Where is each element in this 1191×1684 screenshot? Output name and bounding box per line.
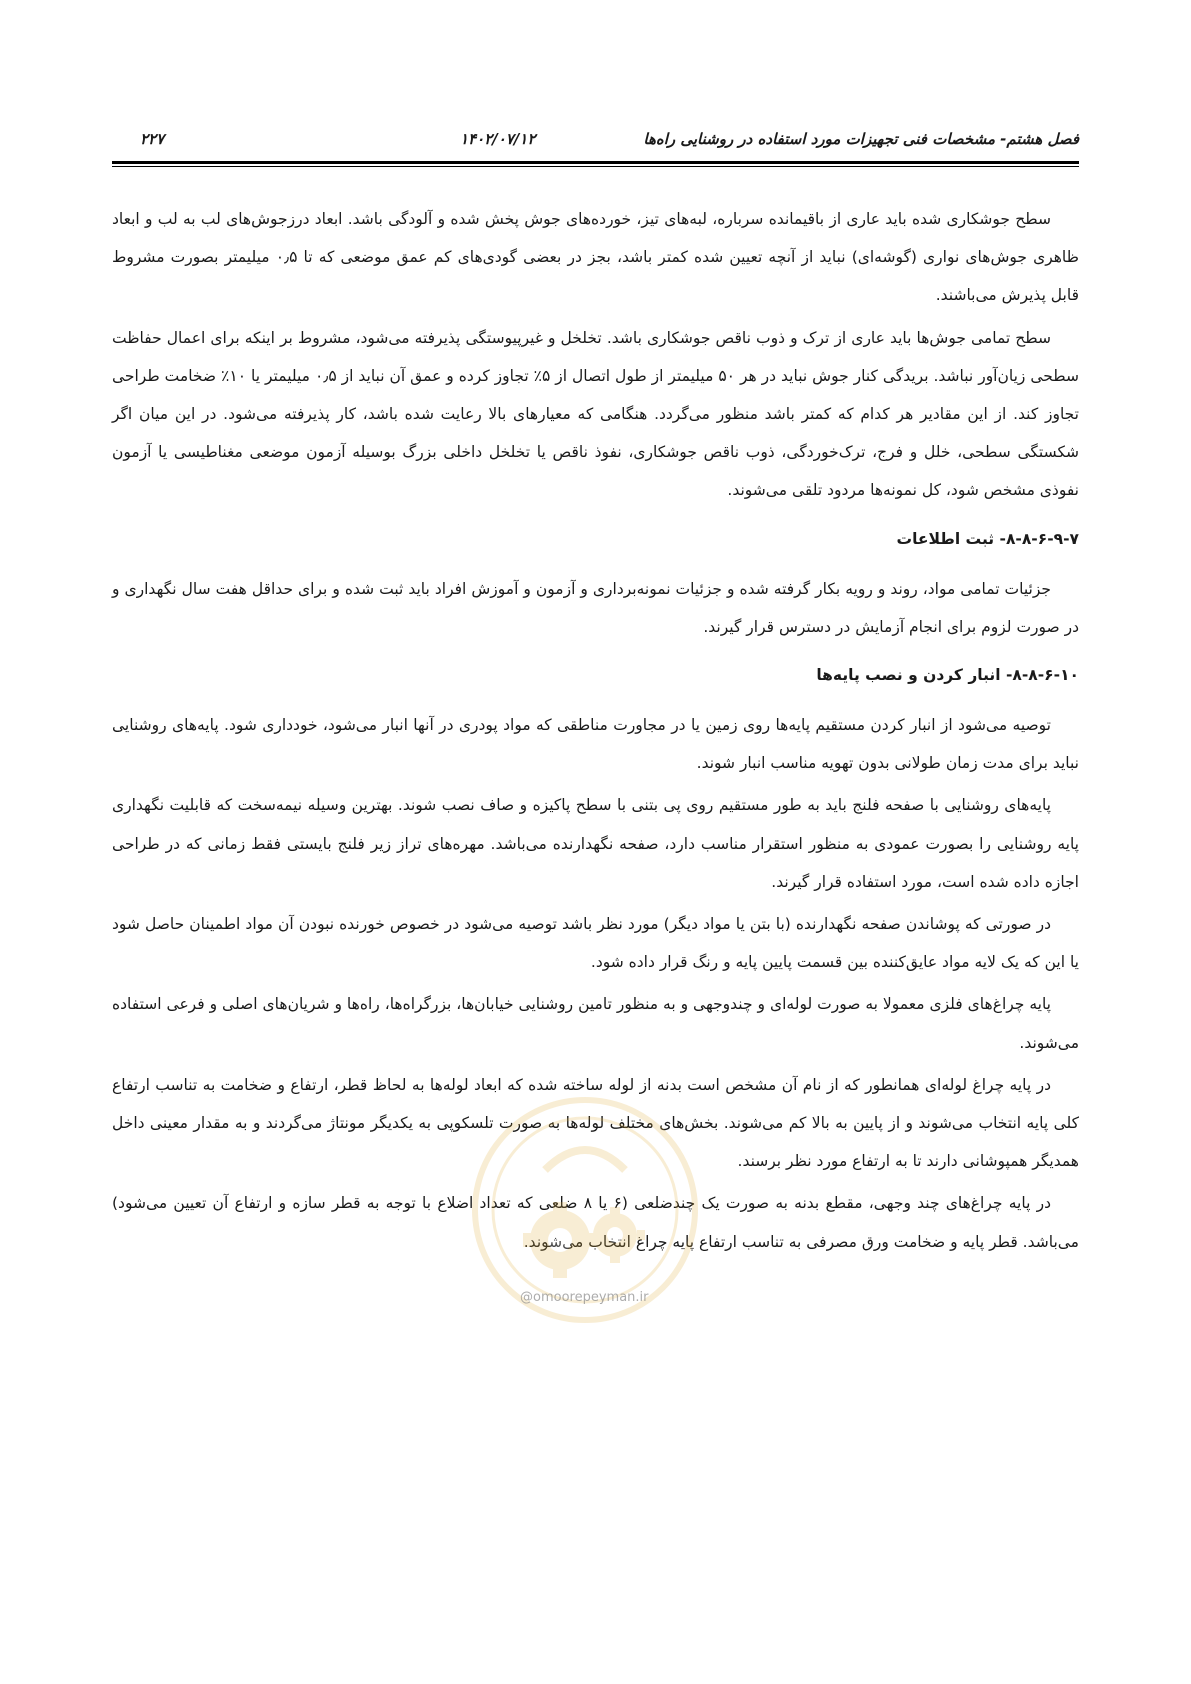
page-number: ۲۲۷: [140, 130, 165, 148]
body-text: [112, 200, 1079, 1265]
section-heading: ۸-۸-۶-۹-۷- ثبت اطلاعات: [896, 529, 1079, 548]
chapter-title: فصل هشتم- مشخصات فنی تجهیزات مورد استفاده در روشنایی راه‌ها: [643, 130, 1079, 148]
paragraph: جزئیات تمامی مواد، روند و رویه بکار گرفته شده و جزئیات نمونه‌برداری و آزمون و آموزش افراد باید ثبت شده و برای حداقل هفت سال نگهداری و در صورت لزوم برای انجام آزمایش در دسترس قرار گیرند.: [112, 579, 1079, 636]
header-rule-thin: [112, 166, 1079, 167]
paragraph: سطح جوشکاری شده باید عاری از باقیمانده سرباره، لبه‌های تیز، خورده‌های جوش پخش شده و آلودگی باشد. ابعاد درزجوش‌های لب به لب و ابعاد ظاهری جوش‌های نواری (گوشه‌ای) نباید از آنچه تعیین شده کمتر باشد، بجز در بعضی گودی‌های کم عمق موضعی که تا ۰٫۵ میلیمتر بصورت مشروط قابل پذیرش می‌باشند.: [112, 210, 1079, 305]
paragraph: سطح تمامی جوش‌ها باید عاری از ترک و ذوب ناقص جوشکاری باشد. تخلخل و غیرپیوستگی پذیرفته می‌شود، مشروط بر اینکه برای اعمال حفاظت سطحی زیان‌آور نباشد. بریدگی کنار جوش نباید در هر ۵۰ میلیمتر از طول اتصال از ۵٪ تجاوز کرده و عمق آن نباید از ۰٫۵ میلیمتر یا ۱۰٪ ضخامت طراحی تجاوز کند. از این مقادیر هر کدام که کمتر باشد منظور می‌گردد. هنگامی که معیارهای بالا رعایت شده باشد، کار پذیرفته می‌شود. در این میان اگر شکستگی سطحی، خلل و فرج، ترک‌خوردگی، ذوب ناقص جوشکاری، نفوذ ناقص یا تخلخل داخلی بزرگ بوسیله آزمون موضعی مغناطیسی یا آزمون نفوذی مشخص شود، کل نمونه‌ها مردود تلقی می‌شوند.: [112, 328, 1079, 500]
section-heading: ۸-۸-۶-۱۰- انبار کردن و نصب پایه‌ها: [816, 666, 1079, 685]
watermark-text: @omoorepeyman.ir: [520, 1290, 649, 1305]
paragraph: در پایه چراغ لوله‌ای همانطور که از نام آن مشخص است بدنه از لوله ساخته شده که ابعاد لوله‌ها به لحاظ قطر، ارتفاع و ضخامت به تناسب ارتفاع کلی پایه انتخاب می‌شوند و از پایین به بالا کم می‌شوند. بخش‌های مختلف لوله‌ها به صورت تلسکوپی به یکدیگر مونتاژ می‌گردند و به مقدار معینی داخل همدیگر همپوشانی دارند تا به ارتفاع مورد نظر برسند.: [112, 1075, 1079, 1171]
paragraph: توصیه می‌شود از انبار کردن مستقیم پایه‌ها روی زمین یا در مجاورت مناطقی که مواد پودری در آنها انبار می‌شود، خودداری شود. پایه‌های روشنایی نباید برای مدت زمان طولانی بدون تهویه مناسب انبار شوند.: [112, 716, 1079, 773]
paragraph: پایه چراغ‌های فلزی معمولا به صورت لوله‌ای و چندوجهی و به منظور تامین روشنایی خیابان‌ها، بزرگراه‌ها، راه‌ها و شریان‌های اصلی و فرعی استفاده می‌شوند.: [112, 995, 1079, 1052]
header-date: ۱۴۰۲/۰۷/۱۲: [460, 130, 536, 148]
header-rule: [112, 161, 1079, 164]
paragraph: در صورتی که پوشاندن صفحه نگهدارنده (با بتن یا مواد دیگر) مورد نظر باشد توصیه می‌شود در خصوص خورنده نبودن آن مواد اطمینان حاصل شود یا این که یک لایه مواد عایق‌کننده بین قسمت پایین پایه و رنگ قرار داده شود.: [112, 915, 1079, 972]
page-header: [112, 130, 1079, 154]
paragraph: پایه‌های روشنایی با صفحه فلنج باید به طور مستقیم روی پی بتنی با سطح پاکیزه و صاف نصب شوند. بهترین وسیله نیمه‌سخت که قابلیت نگهداری پایه روشنایی را بصورت عمودی به منظور استقرار مناسب دارد، صفحه نگهدارنده می‌باشد. مهره‌های تراز زیر فلنج بایستی فقط زمانی که در طراحی اجازه داده شده است، مورد استفاده قرار گیرند.: [112, 796, 1079, 891]
paragraph: در پایه چراغ‌های چند وجهی، مقطع بدنه به صورت یک چندضلعی (۶ یا ۸ ضلعی که تعداد اضلاع با توجه به قطر سازه و ارتفاع آن تعیین می‌شود) می‌باشد. قطر پایه و ضخامت ورق مصرفی به تناسب ارتفاع پایه چراغ انتخاب می‌شوند.: [112, 1194, 1079, 1251]
